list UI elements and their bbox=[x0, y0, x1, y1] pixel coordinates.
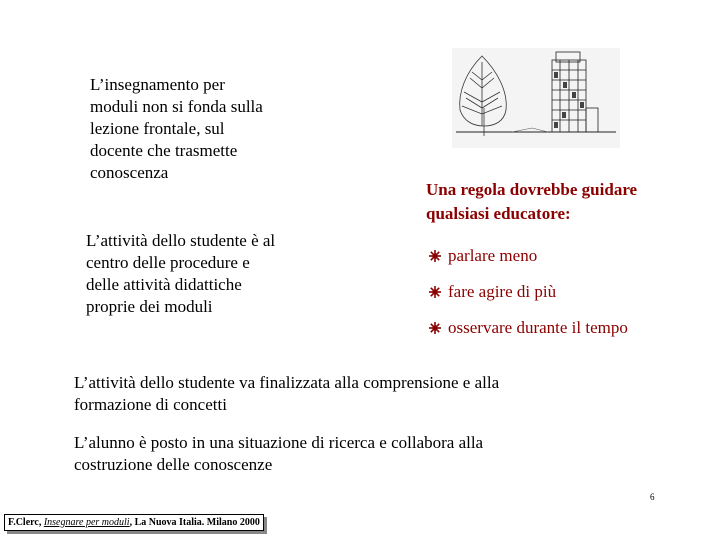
rule-heading: Una regola dovrebbe guidare qualsiasi educatore: bbox=[426, 180, 638, 223]
paragraph-student-activity-center: L’attività dello studente è al centro delle procedure e delle attività didattiche proprie dei moduli bbox=[86, 231, 276, 316]
rule-item-label: osservare durante il tempo bbox=[448, 318, 628, 337]
rule-item-speak-less bbox=[428, 238, 718, 274]
rule-item-label: parlare meno bbox=[448, 246, 538, 265]
rule-list bbox=[428, 238, 718, 346]
citation-box bbox=[4, 514, 264, 531]
rule-item-label: fare agire di più bbox=[448, 282, 557, 301]
rule-item-let-act-more bbox=[428, 274, 718, 310]
paragraph-research-situation: L’alunno è posto in una situazione di ricerca e collabora alla costruzione delle conoscenze bbox=[74, 433, 484, 474]
paragraph-concept-formation: L’attività dello studente va finalizzata alla comprensione e alla formazione di concetti bbox=[74, 373, 500, 414]
tree-building-drawing bbox=[452, 48, 620, 148]
sunburst-bullet-icon bbox=[428, 321, 442, 335]
sunburst-bullet-icon bbox=[428, 285, 442, 299]
citation-title: Insegnare per moduli bbox=[43, 517, 130, 528]
page-number: 6 bbox=[650, 492, 655, 502]
paragraph-teaching-by-modules: L’insegnamento per moduli non si fonda sulla lezione frontale, sul docente che trasmette conoscenza bbox=[90, 75, 263, 182]
sunburst-bullet-icon bbox=[428, 249, 442, 263]
rule-item-observe-over-time bbox=[428, 310, 718, 346]
tree-building-illustration bbox=[452, 48, 620, 148]
citation-publisher: , La Nuova Italia. Milano 2000 bbox=[129, 517, 260, 528]
citation-author: F.Clerc, bbox=[8, 517, 44, 528]
